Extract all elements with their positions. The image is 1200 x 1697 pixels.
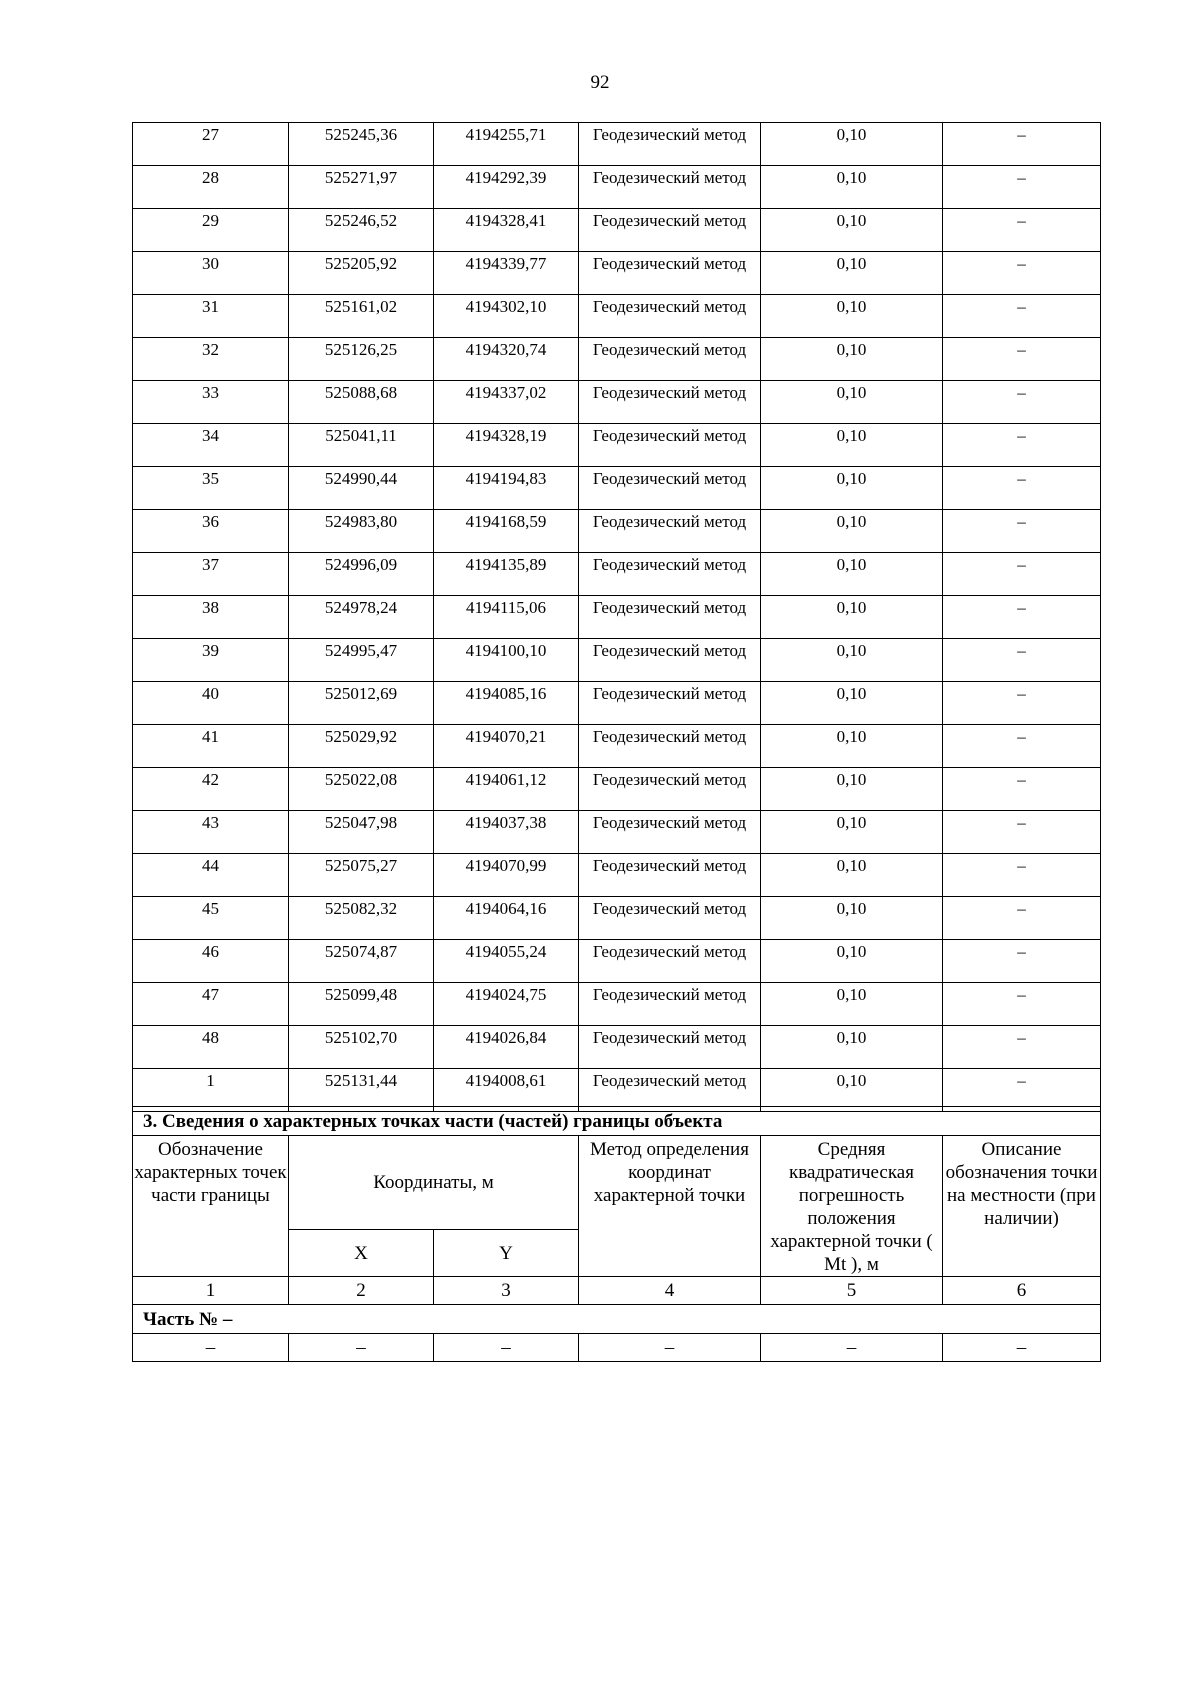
coord-x-cell: 525126,25 [289, 338, 434, 381]
column-number: 2 [289, 1277, 434, 1305]
column-number: 5 [761, 1277, 943, 1305]
coord-x-cell: 525029,92 [289, 725, 434, 768]
coord-y-cell: 4194328,19 [434, 424, 579, 467]
table-row [133, 854, 1101, 897]
coord-y-cell: 4194070,21 [434, 725, 579, 768]
header-accuracy: Средняя квадратическая погрешность положения характерной точки ( Mt ), м [761, 1136, 943, 1277]
column-number: 3 [434, 1277, 579, 1305]
coord-y-cell: 4194061,12 [434, 768, 579, 811]
method-cell: Геодезический метод [579, 811, 761, 854]
coord-x-cell: 524996,09 [289, 553, 434, 596]
header-x: X [289, 1230, 434, 1277]
description-cell: – [943, 338, 1101, 381]
method-cell: Геодезический метод [579, 983, 761, 1026]
accuracy-cell: 0,10 [761, 295, 943, 338]
description-cell: – [943, 682, 1101, 725]
method-cell: Геодезический метод [579, 381, 761, 424]
point-number-cell: 40 [133, 682, 289, 725]
coord-y-cell: 4194115,06 [434, 596, 579, 639]
coord-x-cell: 525075,27 [289, 854, 434, 897]
coord-x-cell: 524983,80 [289, 510, 434, 553]
method-cell: Геодезический метод [579, 338, 761, 381]
method-cell: Геодезический метод [579, 768, 761, 811]
table-row [133, 295, 1101, 338]
method-cell: Геодезический метод [579, 596, 761, 639]
description-cell: – [943, 381, 1101, 424]
point-number-cell: 1 [133, 1069, 289, 1112]
header-coordinates: Координаты, м [289, 1136, 579, 1230]
method-cell: Геодезический метод [579, 209, 761, 252]
coord-x-cell: 525102,70 [289, 1026, 434, 1069]
point-number-cell: 33 [133, 381, 289, 424]
coord-x-cell: 525131,44 [289, 1069, 434, 1112]
table-row [133, 811, 1101, 854]
page-number: 92 [590, 72, 610, 93]
table-row [133, 252, 1101, 295]
description-cell: – [943, 940, 1101, 983]
accuracy-cell: 0,10 [761, 682, 943, 725]
accuracy-cell: 0,10 [761, 553, 943, 596]
description-cell: – [943, 639, 1101, 682]
method-cell: Геодезический метод [579, 252, 761, 295]
coord-y-cell: 4194337,02 [434, 381, 579, 424]
coord-y-cell: 4194328,41 [434, 209, 579, 252]
accuracy-cell: 0,10 [761, 424, 943, 467]
table-row [133, 682, 1101, 725]
method-cell: Геодезический метод [579, 940, 761, 983]
accuracy-cell: 0,10 [761, 123, 943, 166]
description-cell: – [943, 811, 1101, 854]
table-row [133, 467, 1101, 510]
header-y: Y [434, 1230, 579, 1277]
table-row [133, 983, 1101, 1026]
coord-x-cell: 525082,32 [289, 897, 434, 940]
points-table-body [133, 123, 1101, 1112]
description-cell: – [943, 854, 1101, 897]
header-designation: Обозначение характерных точек части границы [133, 1136, 289, 1277]
table-row [133, 768, 1101, 811]
accuracy-cell: 0,10 [761, 1026, 943, 1069]
point-number-cell: 45 [133, 897, 289, 940]
coord-x-cell: 525074,87 [289, 940, 434, 983]
table-row [133, 725, 1101, 768]
points-table [132, 122, 1101, 1112]
header-method: Метод определения координат характерной точки [579, 1136, 761, 1277]
empty-cell: – [289, 1334, 434, 1362]
coord-y-cell: 4194255,71 [434, 123, 579, 166]
point-number-cell: 30 [133, 252, 289, 295]
method-cell: Геодезический метод [579, 682, 761, 725]
point-number-cell: 42 [133, 768, 289, 811]
method-cell: Геодезический метод [579, 725, 761, 768]
method-cell: Геодезический метод [579, 295, 761, 338]
accuracy-cell: 0,10 [761, 768, 943, 811]
accuracy-cell: 0,10 [761, 381, 943, 424]
accuracy-cell: 0,10 [761, 209, 943, 252]
coord-y-cell: 4194026,84 [434, 1026, 579, 1069]
coord-x-cell: 525012,69 [289, 682, 434, 725]
table-row [133, 1026, 1101, 1069]
coord-y-cell: 4194135,89 [434, 553, 579, 596]
accuracy-cell: 0,10 [761, 1069, 943, 1112]
table-row [133, 123, 1101, 166]
description-cell: – [943, 252, 1101, 295]
coord-x-cell: 525161,02 [289, 295, 434, 338]
empty-cell: – [943, 1334, 1101, 1362]
point-number-cell: 43 [133, 811, 289, 854]
accuracy-cell: 0,10 [761, 854, 943, 897]
accuracy-cell: 0,10 [761, 725, 943, 768]
coord-x-cell: 524978,24 [289, 596, 434, 639]
table-row [133, 940, 1101, 983]
table-row [133, 596, 1101, 639]
section-title: 3. Сведения о характерных точках части (частей) границы объекта [133, 1107, 1101, 1136]
description-cell: – [943, 1026, 1101, 1069]
description-cell: – [943, 983, 1101, 1026]
coord-y-cell: 4194055,24 [434, 940, 579, 983]
coord-x-cell: 525022,08 [289, 768, 434, 811]
point-number-cell: 34 [133, 424, 289, 467]
point-number-cell: 37 [133, 553, 289, 596]
part-points-table [132, 1106, 1101, 1362]
accuracy-cell: 0,10 [761, 166, 943, 209]
coord-y-cell: 4194320,74 [434, 338, 579, 381]
point-number-cell: 39 [133, 639, 289, 682]
table-row [133, 510, 1101, 553]
method-cell: Геодезический метод [579, 123, 761, 166]
point-number-cell: 38 [133, 596, 289, 639]
coord-y-cell: 4194168,59 [434, 510, 579, 553]
description-cell: – [943, 209, 1101, 252]
coord-x-cell: 525047,98 [289, 811, 434, 854]
coord-y-cell: 4194064,16 [434, 897, 579, 940]
method-cell: Геодезический метод [579, 897, 761, 940]
point-number-cell: 27 [133, 123, 289, 166]
table-row [133, 209, 1101, 252]
empty-cell: – [133, 1334, 289, 1362]
description-cell: – [943, 596, 1101, 639]
point-number-cell: 48 [133, 1026, 289, 1069]
description-cell: – [943, 123, 1101, 166]
coord-x-cell: 525271,97 [289, 166, 434, 209]
empty-cell: – [434, 1334, 579, 1362]
column-number: 4 [579, 1277, 761, 1305]
coord-y-cell: 4194024,75 [434, 983, 579, 1026]
description-cell: – [943, 166, 1101, 209]
coord-x-cell: 525041,11 [289, 424, 434, 467]
description-cell: – [943, 768, 1101, 811]
description-cell: – [943, 897, 1101, 940]
point-number-cell: 31 [133, 295, 289, 338]
coord-x-cell: 525205,92 [289, 252, 434, 295]
coord-x-cell: 525099,48 [289, 983, 434, 1026]
method-cell: Геодезический метод [579, 854, 761, 897]
column-number: 6 [943, 1277, 1101, 1305]
coord-y-cell: 4194100,10 [434, 639, 579, 682]
point-number-cell: 28 [133, 166, 289, 209]
empty-cell: – [761, 1334, 943, 1362]
point-number-cell: 44 [133, 854, 289, 897]
accuracy-cell: 0,10 [761, 252, 943, 295]
coord-x-cell: 525088,68 [289, 381, 434, 424]
coord-y-cell: 4194194,83 [434, 467, 579, 510]
coord-y-cell: 4194339,77 [434, 252, 579, 295]
coord-y-cell: 4194292,39 [434, 166, 579, 209]
accuracy-cell: 0,10 [761, 983, 943, 1026]
coord-y-cell: 4194037,38 [434, 811, 579, 854]
point-number-cell: 46 [133, 940, 289, 983]
method-cell: Геодезический метод [579, 639, 761, 682]
coord-x-cell: 524990,44 [289, 467, 434, 510]
coord-y-cell: 4194070,99 [434, 854, 579, 897]
coord-y-cell: 4194302,10 [434, 295, 579, 338]
description-cell: – [943, 1069, 1101, 1112]
table-row [133, 897, 1101, 940]
description-cell: – [943, 510, 1101, 553]
method-cell: Геодезический метод [579, 424, 761, 467]
point-number-cell: 35 [133, 467, 289, 510]
accuracy-cell: 0,10 [761, 596, 943, 639]
accuracy-cell: 0,10 [761, 467, 943, 510]
method-cell: Геодезический метод [579, 510, 761, 553]
column-numbers-row [133, 1277, 1101, 1305]
accuracy-cell: 0,10 [761, 811, 943, 854]
header-description: Описание обозначения точки на местности (при наличии) [943, 1136, 1101, 1277]
method-cell: Геодезический метод [579, 1026, 761, 1069]
table-row [133, 553, 1101, 596]
coord-x-cell: 525245,36 [289, 123, 434, 166]
accuracy-cell: 0,10 [761, 338, 943, 381]
point-number-cell: 41 [133, 725, 289, 768]
coord-x-cell: 524995,47 [289, 639, 434, 682]
description-cell: – [943, 424, 1101, 467]
point-number-cell: 29 [133, 209, 289, 252]
accuracy-cell: 0,10 [761, 639, 943, 682]
table-row [133, 639, 1101, 682]
description-cell: – [943, 553, 1101, 596]
description-cell: – [943, 467, 1101, 510]
table-row [133, 381, 1101, 424]
description-cell: – [943, 725, 1101, 768]
point-number-cell: 36 [133, 510, 289, 553]
method-cell: Геодезический метод [579, 553, 761, 596]
column-number: 1 [133, 1277, 289, 1305]
method-cell: Геодезический метод [579, 1069, 761, 1112]
point-number-cell: 47 [133, 983, 289, 1026]
table-row [133, 424, 1101, 467]
coord-y-cell: 4194085,16 [434, 682, 579, 725]
method-cell: Геодезический метод [579, 166, 761, 209]
point-number-cell: 32 [133, 338, 289, 381]
description-cell: – [943, 295, 1101, 338]
part-empty-row [133, 1334, 1101, 1362]
coord-x-cell: 525246,52 [289, 209, 434, 252]
accuracy-cell: 0,10 [761, 940, 943, 983]
part-label: Часть № – [133, 1305, 1101, 1334]
method-cell: Геодезический метод [579, 467, 761, 510]
table-row [133, 338, 1101, 381]
empty-cell: – [579, 1334, 761, 1362]
table-row [133, 166, 1101, 209]
coord-y-cell: 4194008,61 [434, 1069, 579, 1112]
accuracy-cell: 0,10 [761, 897, 943, 940]
accuracy-cell: 0,10 [761, 510, 943, 553]
